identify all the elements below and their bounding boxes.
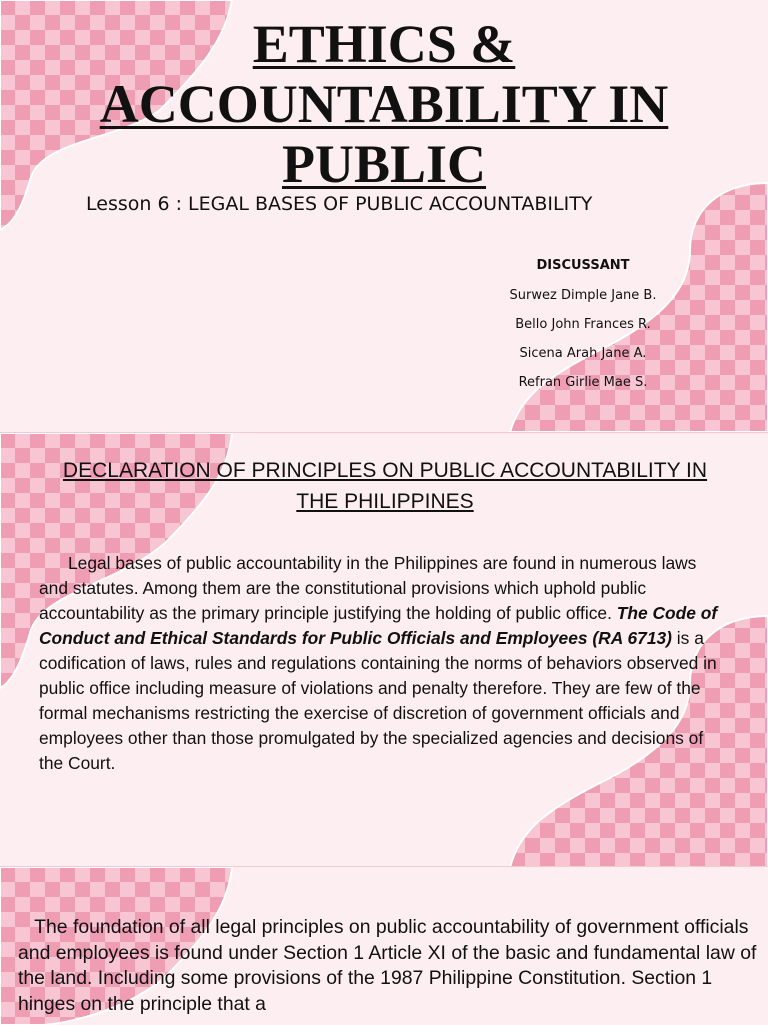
paragraph-bold-text: The Code of Conduct and Ethical Standards for Public Officials and Employees (RA 6713) xyxy=(39,603,718,648)
principles-slide xyxy=(0,432,768,867)
title-slide xyxy=(0,0,768,432)
discussant-name: Surwez Dimple Jane B. xyxy=(509,288,657,303)
paragraph-text-end: is a codification of laws, rules and regulations containing the norms of behaviors observed in public office including measure of violations and penalty therefore. They are few of the formal mechanisms restricting the exercise of discretion of government officials and employees other than those promulgated by the specialized agencies and decisions of the Court. xyxy=(39,628,717,773)
section-heading: DECLARATION OF PRINCIPLES ON PUBLIC ACCOUNTABILITY IN THE PHILIPPINES xyxy=(62,459,708,513)
paragraph-text-start: Legal bases of public accountability in the Philippines are found in numerous laws and statutes. Among them are the constitutional provisions which uphold public accountability as the primary principle justifying the holding of public office. xyxy=(39,553,697,623)
discussant-heading: DISCUSSANT xyxy=(536,258,630,273)
discussant-block xyxy=(483,258,683,397)
foundation-slide xyxy=(0,866,768,1025)
body-paragraph xyxy=(18,915,758,1017)
discussant-list xyxy=(483,281,683,397)
discussant-name: Bello John Frances R. xyxy=(515,317,651,332)
lesson-subtitle: Lesson 6 : LEGAL BASES OF PUBLIC ACCOUNTABILITY xyxy=(86,193,593,215)
page-title: ETHICS & ACCOUNTABILITY IN PUBLIC xyxy=(99,14,669,194)
discussant-name: Sicena Arah Jane A. xyxy=(519,346,647,361)
discussant-name: Refran Girlie Mae S. xyxy=(518,375,648,390)
paragraph-text: The foundation of all legal principles on public accountability of government officials and employees is found under Section 1 Article XI of the basic and fundamental law of the land. Including some provisions of the 1987 Philippine Constitution. Section 1 hinges on the principle that a xyxy=(18,916,757,1015)
body-paragraph xyxy=(39,551,729,776)
